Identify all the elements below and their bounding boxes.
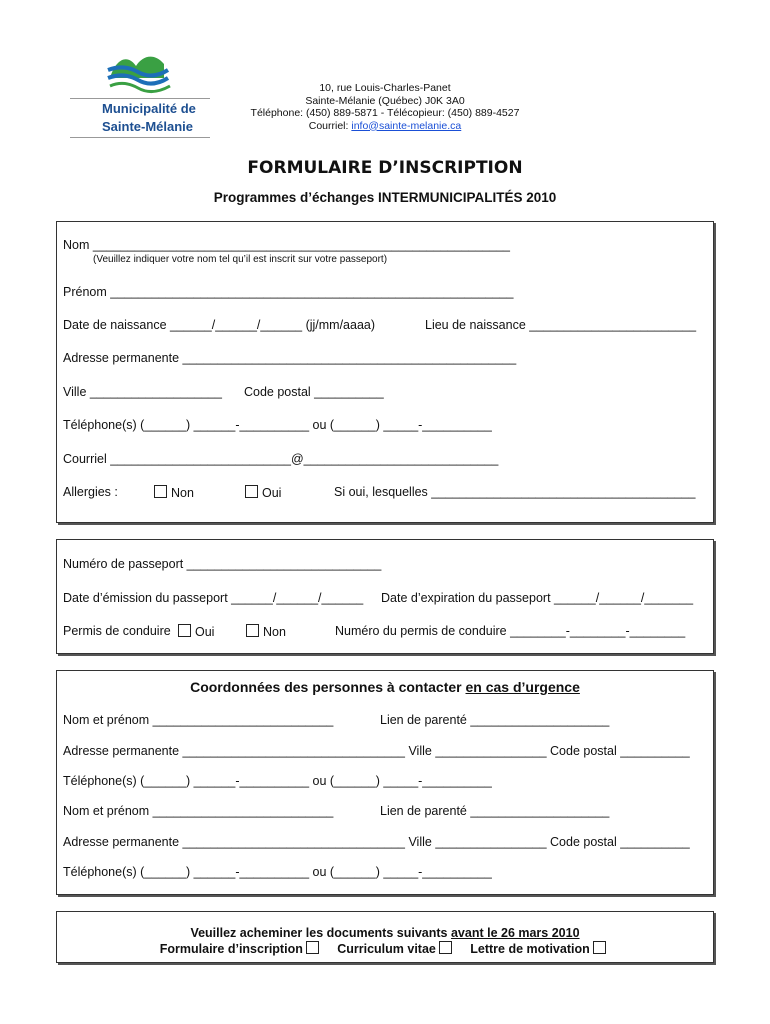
adresse-field[interactable]: Adresse permanente ________________________________________________ (63, 351, 517, 365)
documents-instruction-text: Veuillez acheminer les documents suivants (190, 926, 451, 940)
doc-lettre-label: Lettre de motivation (470, 942, 590, 956)
prenom-field[interactable]: Prénom __________________________________________________________ (63, 285, 514, 299)
emergency-heading-text: Coordonnées des personnes à contacter (190, 679, 466, 695)
documents-deadline: avant le 26 mars 2010 (450, 926, 580, 940)
logo-text-line2: Sainte-Mélanie (102, 119, 194, 134)
contact2-lien-field[interactable]: Lien de parenté ____________________ (380, 804, 610, 818)
contact1-nom-field[interactable]: Nom et prénom __________________________ (63, 713, 334, 727)
documents-checklist (57, 941, 713, 956)
contact1-lien-field[interactable]: Lien de parenté ____________________ (380, 713, 610, 727)
passport-section (56, 539, 714, 654)
documents-section (56, 911, 714, 963)
address-line: 10, rue Louis-Charles-Panet (319, 82, 451, 94)
ville-field[interactable]: Ville ___________________ (63, 385, 222, 399)
allergies-detail-field[interactable]: Si oui, lesquelles ______________________________________ (334, 485, 696, 499)
courriel-field[interactable]: Courriel __________________________@____________________________ (63, 452, 499, 466)
permis-oui-option[interactable] (178, 624, 214, 639)
allergies-label: Allergies : (63, 485, 118, 499)
checkbox-oui[interactable] (245, 485, 258, 498)
doc-formulaire-label: Formulaire d’inscription (159, 942, 303, 956)
contact1-telephone-field[interactable]: Téléphone(s) (______) ______-__________ ou (______) _____-__________ (63, 774, 492, 788)
permis-label: Permis de conduire (63, 624, 171, 638)
allergies-non-option[interactable] (154, 485, 194, 500)
address-block (230, 82, 540, 132)
lieu-naissance-field[interactable]: Lieu de naissance ________________________ (425, 318, 697, 332)
date-naissance-field[interactable]: Date de naissance ______/______/______ (jj/mm/aaaa) (63, 318, 376, 332)
municipality-logo (70, 48, 210, 140)
doc-cv-label: Curriculum vitae (337, 942, 436, 956)
email-link[interactable]: info@sainte-melanie.ca (351, 119, 462, 132)
nom-note: (Veuillez indiquer votre nom tel qu’il est inscrit sur votre passeport) (93, 254, 388, 265)
form-subtitle: Programmes d’échanges INTERMUNICIPALITÉS 2010 (213, 190, 557, 205)
checkbox-permis-oui[interactable] (178, 624, 191, 637)
allergies-oui-option[interactable] (245, 485, 281, 500)
telephone-field[interactable]: Téléphone(s) (______) ______-__________ ou (______) _____-__________ (63, 418, 492, 432)
oui-label: Oui (262, 486, 282, 500)
checkbox-lettre[interactable] (593, 941, 606, 954)
contact1-adresse-field[interactable]: Adresse permanente ________________________________ Ville ________________ Code postal __________ (63, 744, 690, 758)
passeport-field[interactable]: Numéro de passeport ____________________________ (63, 557, 382, 571)
emergency-contacts-section (56, 670, 714, 895)
emergency-heading-underlined: en cas d’urgence (465, 679, 580, 695)
permis-non-option[interactable] (246, 624, 286, 639)
logo-text-line1: Municipalité de (102, 101, 196, 116)
form-title: FORMULAIRE D’INSCRIPTION (247, 158, 523, 178)
permis-non-label: Non (263, 625, 286, 639)
emergency-heading (57, 679, 713, 695)
email-label: Courriel: (308, 119, 352, 132)
logo-graphic-icon (106, 48, 176, 96)
checkbox-cv[interactable] (439, 941, 452, 954)
checkbox-non[interactable] (154, 485, 167, 498)
contact2-telephone-field[interactable]: Téléphone(s) (______) ______-__________ ou (______) _____-__________ (63, 865, 492, 879)
contact2-adresse-field[interactable]: Adresse permanente ________________________________ Ville ________________ Code postal __________ (63, 835, 690, 849)
contact2-nom-field[interactable]: Nom et prénom __________________________ (63, 804, 334, 818)
documents-instruction (57, 926, 713, 940)
numero-permis-field[interactable]: Numéro du permis de conduire ________-________-________ (335, 624, 686, 638)
phone-fax: Téléphone: (450) 889-5871 - Télécopieur: (450) 889-4527 (250, 107, 520, 119)
nom-field[interactable]: Nom ____________________________________________________________ (63, 238, 510, 252)
checkbox-formulaire[interactable] (306, 941, 319, 954)
address-city: Sainte-Mélanie (Québec) J0K 3A0 (305, 94, 465, 107)
emission-field[interactable]: Date d’émission du passeport ______/______/______ (63, 591, 364, 605)
permis-oui-label: Oui (195, 625, 215, 639)
expiration-field[interactable]: Date d’expiration du passeport ______/______/_______ (381, 591, 694, 605)
email-line (230, 120, 540, 133)
checkbox-permis-non[interactable] (246, 624, 259, 637)
non-label: Non (171, 486, 194, 500)
code-postal-field[interactable]: Code postal __________ (244, 385, 384, 399)
personal-info-section (56, 221, 714, 523)
